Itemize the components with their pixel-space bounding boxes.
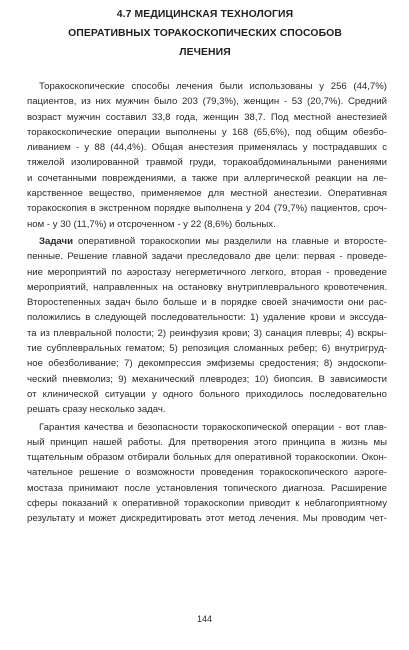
paragraph-2-first-line-text: оперативной торакоскопии мы разделили на главные и второсте-	[73, 235, 387, 247]
section-heading-line-2: ОПЕРАТИВНЫХ ТОРАКОСКОПИЧЕСКИХ СПОСОБОВ	[68, 28, 342, 39]
paragraph-3-line: чательное решение о возможности проведения торакоскопического аэрогe-	[27, 467, 387, 479]
paragraph-2-line: ное обезболивание; 7) декомпрессия эмфиземы средостения; 8) эндоскопи-	[27, 358, 387, 370]
paragraph-3-line: результату и может дискредитировать этот метод лечения. Мы проводим чет-	[27, 513, 387, 525]
paragraph-3-line: тщательным образом отбирали больных для оперативной торакоскопии. Окон-	[27, 452, 387, 464]
paragraph-1-line: ном - у 30 (11,7%) и отсроченном - у 22 (8,6%) больных.	[27, 218, 276, 230]
paragraph-3-line: сферы показаний к оперативной торакоскопии приводит к неблагоприятному	[27, 498, 387, 510]
paragraph-2-line: пенные. Решение главной задачи преследовало две цели: первая - проведе-	[27, 251, 387, 263]
section-heading-line-1: 4.7 МЕДИЦИНСКАЯ ТЕХНОЛОГИЯ	[116, 9, 294, 20]
paragraph-2-first-line	[27, 234, 387, 249]
paragraph-1-line: пациентов, из них мужчин было 203 (79,3%), женщин - 53 (20,7%). Средний	[27, 96, 387, 108]
paragraph-2	[27, 234, 387, 418]
paragraph-2-line: та из плевральной полости; 2) реинфузия крови; 3) санация плевры; 4) вскры-	[27, 327, 387, 339]
paragraph-2-lead-word: Задачи	[39, 235, 73, 247]
paragraph-3-line: мостаза принимают после установления топического диагноза. Расширение	[27, 482, 387, 494]
paragraph-1-line: Торакоскопические способы лечения были использованы у 256 (44,7%)	[39, 81, 387, 92]
paragraph-3-line: ный принцип нашей работы. Для претворения этого принципа в жизнь мы	[27, 436, 387, 448]
paragraph-2-line: положились в следующей последовательности: 1) удаление крови и экссуда-	[27, 312, 387, 324]
paragraph-3	[27, 420, 387, 527]
paragraph-1-line: и сочетанными повреждениями, а также при аллергической реакции на ле-	[27, 172, 387, 184]
paragraph-2-line: ние мероприятий по аэростазу негерметичного легкого, вторая - проведение	[27, 266, 387, 278]
paragraph-1	[27, 79, 387, 232]
paragraph-1-line: тяжелой изолированной травмой груди, торакоабдоминальными ранениями	[27, 157, 387, 169]
paragraph-2-line: от клинической ситуации у одного больного приходилось последовательно	[27, 388, 387, 400]
paragraph-2-line: мероприятий, направленных на остановку внутриплеврального кровотечения.	[27, 281, 387, 293]
section-heading-line-3: ЛЕЧЕНИЯ	[179, 47, 231, 58]
paragraph-1-line: возраст мужчин составил 33,8 года, женщин 38,7. Под местной анестезией	[27, 111, 387, 123]
paragraph-1-line: карственное вещество, применяемое для местной анестезии. Оперативная	[27, 188, 387, 200]
paragraph-2-line: Второстепенных задач было больше и в порядке своей значимости они рас-	[27, 297, 387, 309]
paragraph-2-line: решать сразу несколько задач.	[27, 404, 166, 416]
paragraph-3-line: Гарантия качества и безопасности торакоскопической операции - вот глав-	[39, 421, 387, 433]
paragraph-2-line: тие субплевральных гематом; 5) репозиция сломанных ребер; 6) внутригруд-	[27, 343, 387, 355]
body-text	[27, 79, 387, 527]
paragraph-1-line: торакоскопия в экстренном порядке выполнена у 204 (79,7%) пациентов, сроч-	[27, 203, 387, 215]
paragraph-1-line: ливанием - у 88 (44,4%). Общая анестезия применялась у пострадавших с	[27, 142, 387, 154]
paragraph-1-line: торакоскопические операции выполнены у 168 (65,6%), под общим обезбо-	[27, 126, 387, 138]
paragraph-2-line: ческий пневмолиз; 9) механический плевродез; 10) биопсия. В зависимости	[27, 373, 387, 385]
page-number: 144	[196, 614, 213, 624]
